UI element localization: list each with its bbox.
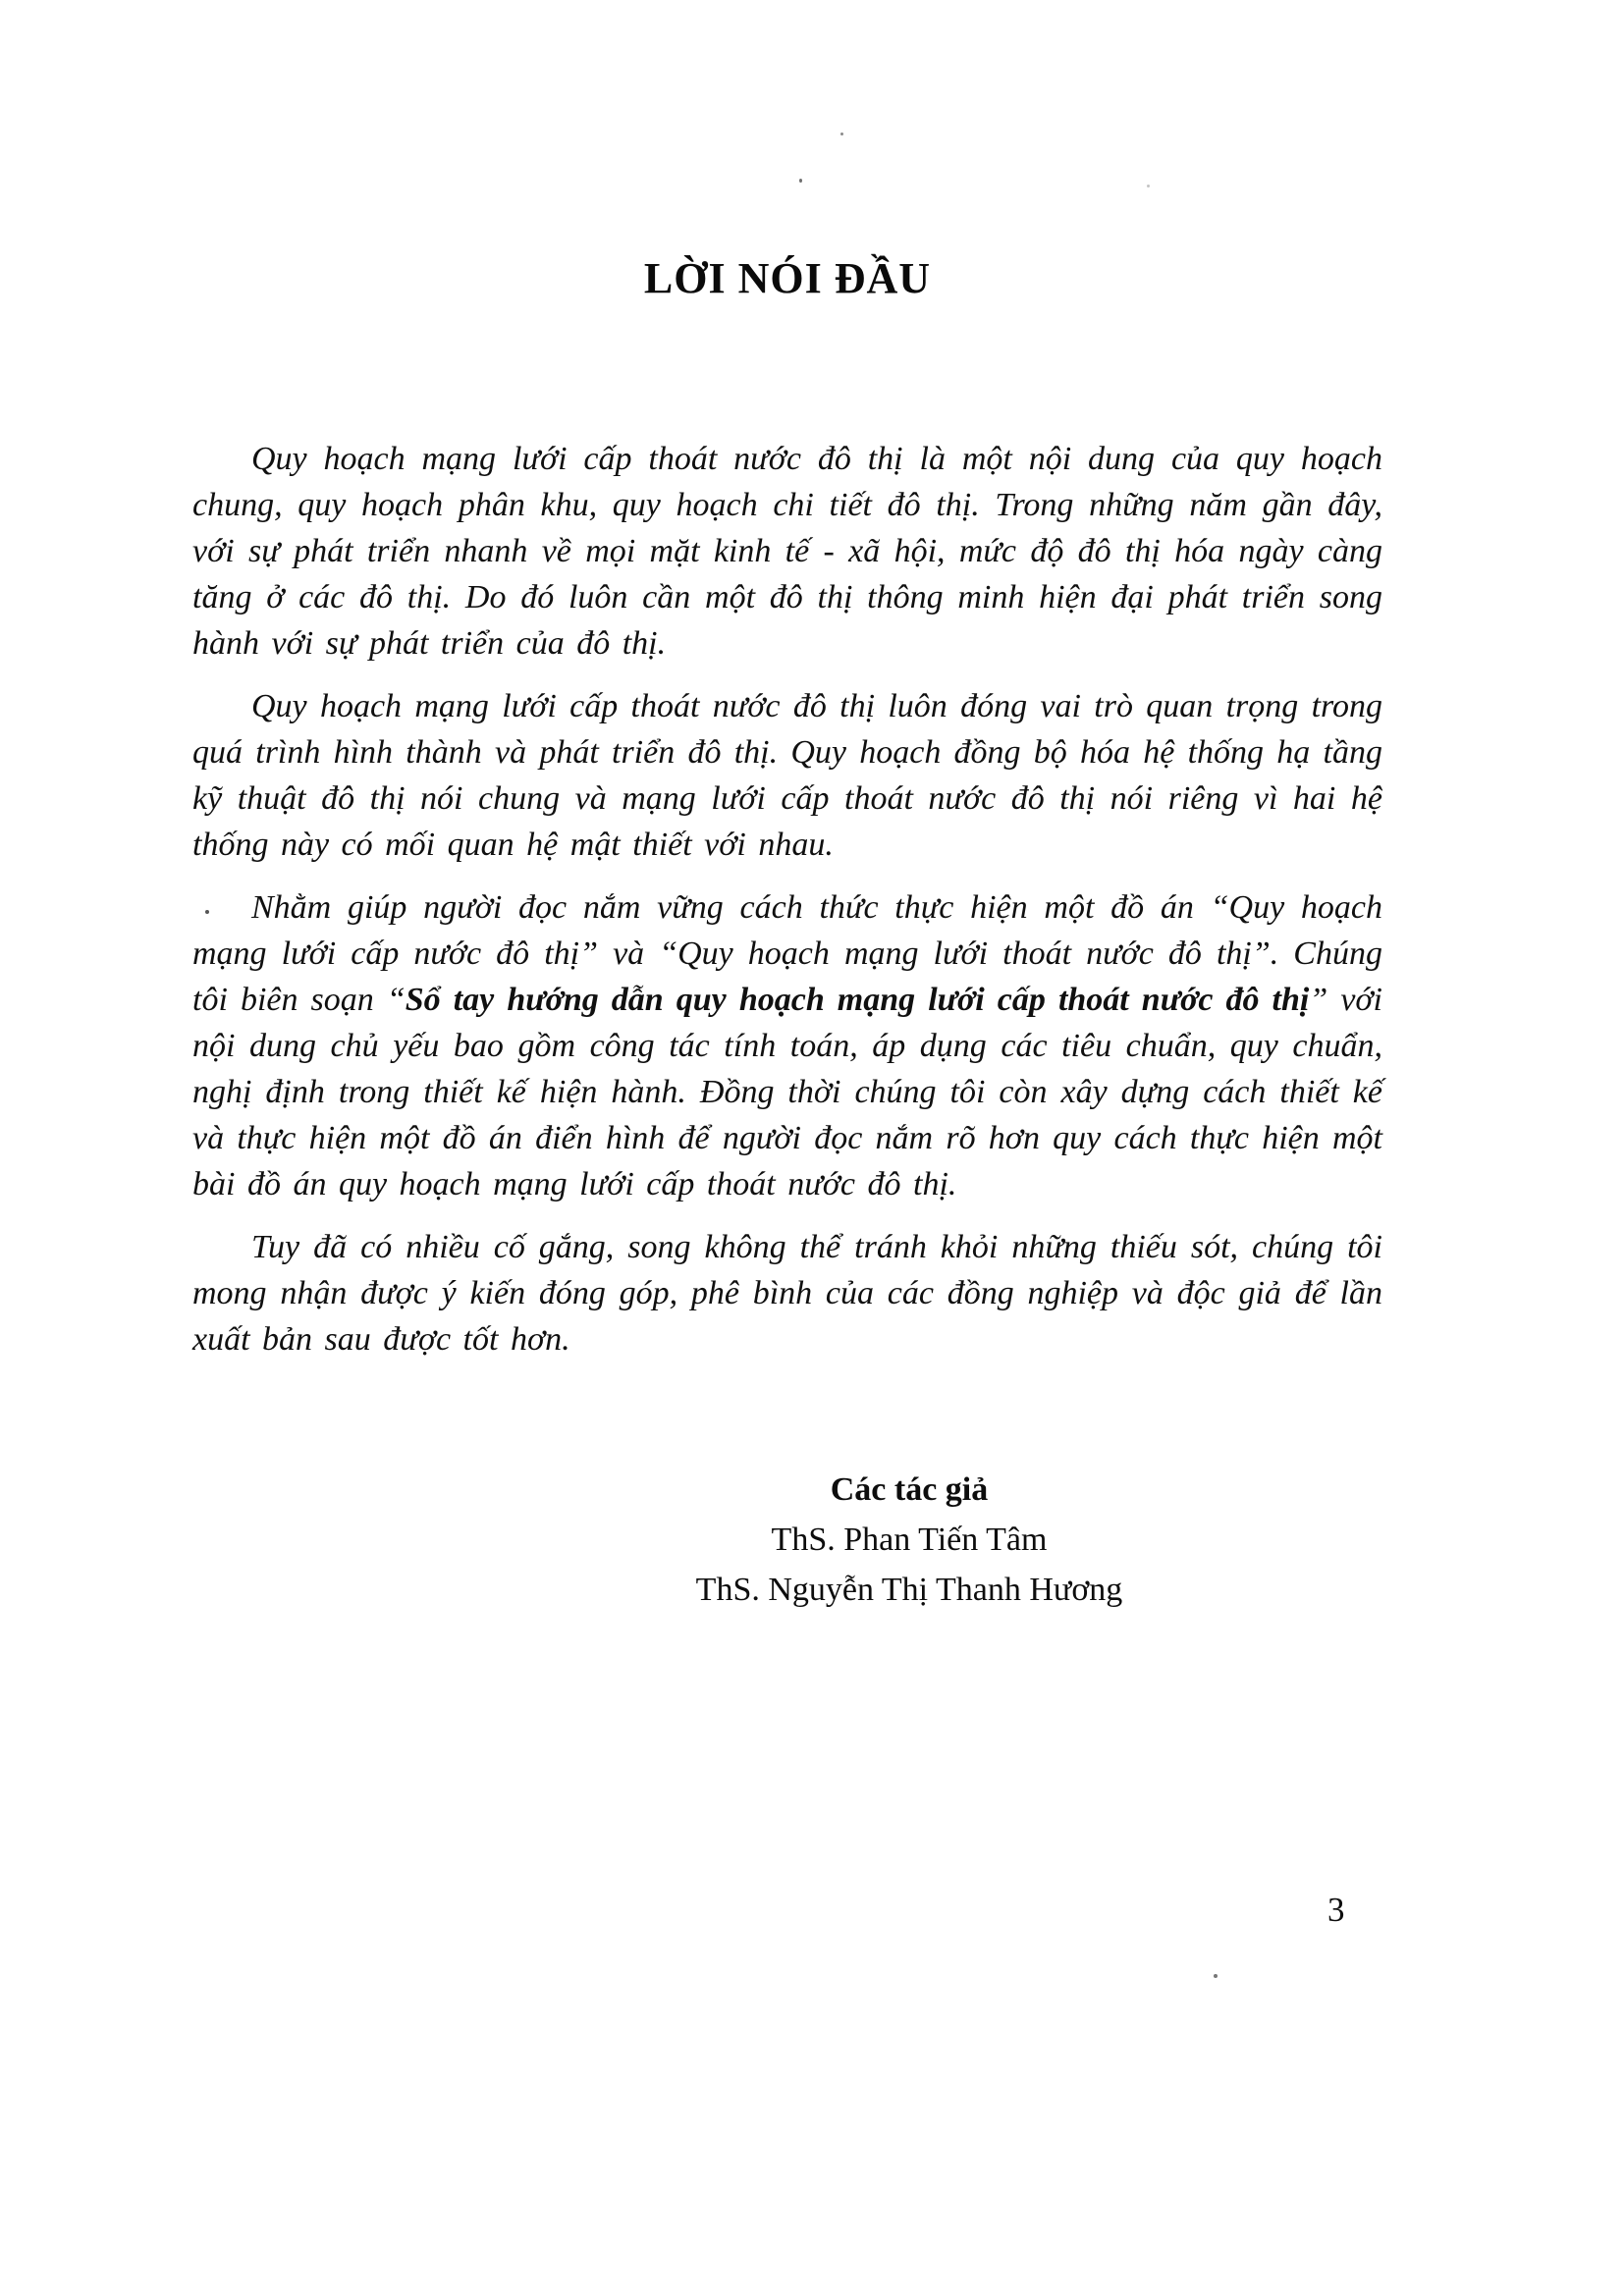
scan-speck (205, 910, 209, 914)
page-number: 3 (1327, 1891, 1345, 1929)
book-title-emphasis: Sổ tay hướng dẫn quy hoạch mạng lưới cấp thoát nước đô thị (405, 982, 1310, 1018)
scan-speck (840, 133, 843, 135)
authors-heading: Các tác giả (830, 1471, 989, 1508)
paragraph-purpose-text-before: Nhằm giúp người đọc nắm vững cách thức thực hiện một đồ án “Quy hoạch mạng lưới cấp nước đô thị” và “Quy hoạch mạng lưới thoát nước đô thị”. Chúng tôi biên soạn “ (192, 889, 1382, 1018)
paragraph-purpose-text-after: ” với nội dung chủ yếu bao gồm công tác tính toán, áp dụng các tiêu chuẩn, quy chuẩn, nghị định trong thiết kế hiện hành. Đồng thời chúng tôi còn xây dựng cách thiết kế và thực hiện một đồ án điển hình để người đọc nắm rõ hơn quy cách thực hiện một bài đồ án quy hoạch mạng lưới cấp thoát nước đô thị. (192, 982, 1382, 1202)
scan-speck (1214, 1974, 1218, 1978)
authors-block (696, 1465, 1123, 1615)
author-name: ThS. Nguyễn Thị Thanh Hương (695, 1572, 1123, 1608)
paragraph-purpose (192, 884, 1382, 1207)
page-title: LỜI NÓI ĐẦU (643, 254, 932, 302)
scan-speck (1147, 185, 1150, 187)
paragraph-closing: Tuy đã có nhiều cố gắng, song không thể tránh khỏi những thiếu sót, chúng tôi mong nhận được ý kiến đóng góp, phê bình của các đồng nghiệp và độc giả để lần xuất bản sau được tốt hơn. (192, 1229, 1382, 1358)
body-text (192, 436, 1382, 1379)
scan-speck (799, 179, 802, 183)
paragraph-intro: Quy hoạch mạng lưới cấp thoát nước đô thị là một nội dung của quy hoạch chung, quy hoạch phân khu, quy hoạch chi tiết đô thị. Trong những năm gần đây, với sự phát triển nhanh về mọi mặt kinh tế - xã hội, mức độ đô thị hóa ngày càng tăng ở các đô thị. Do đó luôn cần một đô thị thông minh hiện đại phát triển song hành với sự phát triển của đô thị. (192, 441, 1382, 662)
author-name: ThS. Phan Tiến Tâm (771, 1522, 1048, 1558)
paragraph-importance: Quy hoạch mạng lưới cấp thoát nước đô thị luôn đóng vai trò quan trọng trong quá trình hình thành và phát triển đô thị. Quy hoạch đồng bộ hóa hệ thống hạ tầng kỹ thuật đô thị nói chung và mạng lưới cấp thoát nước đô thị nói riêng vì hai hệ thống này có mối quan hệ mật thiết với nhau. (192, 688, 1382, 863)
